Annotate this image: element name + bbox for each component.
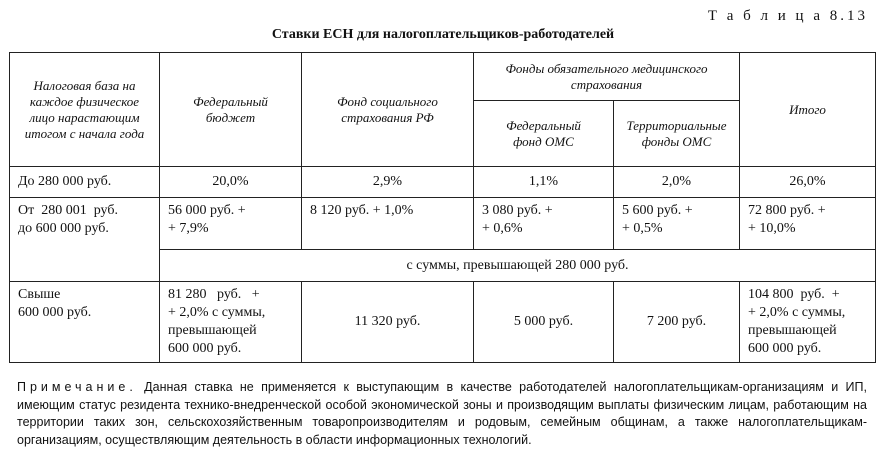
cell-line: Свыше xyxy=(18,287,61,302)
cell-line: 5 600 руб. + xyxy=(622,203,693,218)
cell-territorial-oms: 2,0% xyxy=(614,167,740,198)
cell-social-fund: 11 320 руб. xyxy=(302,282,474,363)
cell-federal-budget: 20,0% xyxy=(160,167,302,198)
header-territorial-oms: Территориальные фонды ОМС xyxy=(614,101,740,167)
cell-federal-oms: 5 000 руб. xyxy=(474,282,614,363)
header-social-fund: Фонд социального страхования РФ xyxy=(302,53,474,167)
cell-territorial-oms xyxy=(614,198,740,250)
cell-social-fund: 2,9% xyxy=(302,167,474,198)
cell-federal-budget xyxy=(160,198,302,250)
cell-line: 600 000 руб. xyxy=(168,341,242,356)
cell-line: + 7,9% xyxy=(168,221,209,236)
span-note: с суммы, превышающей 280 000 руб. xyxy=(160,250,876,282)
table-row xyxy=(10,198,876,250)
table-row xyxy=(10,167,876,198)
cell-tax-base: До 280 000 руб. xyxy=(10,167,160,198)
esn-rates-table xyxy=(9,52,876,363)
cell-line: 600 000 руб. xyxy=(18,305,92,320)
cell-line: 72 800 руб. + xyxy=(748,203,826,218)
cell-line: От 280 001 руб. xyxy=(18,203,118,218)
header-federal-budget: Федеральный бюджет xyxy=(160,53,302,167)
cell-federal-oms xyxy=(474,198,614,250)
cell-line: 56 000 руб. + xyxy=(168,203,246,218)
cell-federal-budget xyxy=(160,282,302,363)
cell-line: 600 000 руб. xyxy=(748,341,822,356)
cell-line: + 0,5% xyxy=(622,221,663,236)
cell-line: + 2,0% с суммы, xyxy=(748,305,846,320)
cell-tax-base xyxy=(10,198,160,282)
table-title: Ставки ЕСН для налогоплательщиков-работодателей xyxy=(271,27,615,42)
cell-line: + 10,0% xyxy=(748,221,796,236)
table-row xyxy=(10,282,876,363)
cell-line: 81 280 руб. + xyxy=(168,287,260,302)
header-tax-base: Налоговая база на каждое физическое лицо нарастающим итогом с начала года xyxy=(10,53,160,167)
cell-line: + 2,0% с суммы, xyxy=(168,305,266,320)
cell-federal-oms: 1,1% xyxy=(474,167,614,198)
header-row-1 xyxy=(10,53,876,101)
cell-territorial-oms: 7 200 руб. xyxy=(614,282,740,363)
cell-social-fund xyxy=(302,198,474,250)
cell-total xyxy=(740,198,876,250)
note-label: Примечание. xyxy=(17,380,137,394)
cell-line: превышающей xyxy=(748,323,837,338)
cell-line: превышающей xyxy=(168,323,257,338)
cell-total xyxy=(740,282,876,363)
cell-tax-base xyxy=(10,282,160,363)
table-note xyxy=(17,379,867,449)
header-federal-oms: Федеральный фонд ОМС xyxy=(474,101,614,167)
cell-line: 3 080 руб. + xyxy=(482,203,553,218)
table-number: Т а б л и ц а 8.13 xyxy=(707,8,868,24)
cell-total: 26,0% xyxy=(740,167,876,198)
cell-line: 104 800 руб. + xyxy=(748,287,840,302)
cell-line: до 600 000 руб. xyxy=(18,221,109,236)
cell-line: + 0,6% xyxy=(482,221,523,236)
header-medical-funds: Фонды обязательного медицинского страхования xyxy=(474,53,740,101)
note-text: Данная ставка не применяется к выступающим в качестве работодателей налогоплательщикам-организациям и ИП, имеющим статус резидента технико-внедренческой особой экономической зоны и производящим выплаты физическим лицам, работающим на территории таких зон, сельскохозяйственным товаропроизводителям и родовым, семейным общинам, а также налогоплательщикам-организациям, осуществляющим деятельность в области информационных технологий. xyxy=(17,380,867,447)
cell-line: 8 120 руб. + 1,0% xyxy=(310,203,414,218)
header-total: Итого xyxy=(740,53,876,167)
